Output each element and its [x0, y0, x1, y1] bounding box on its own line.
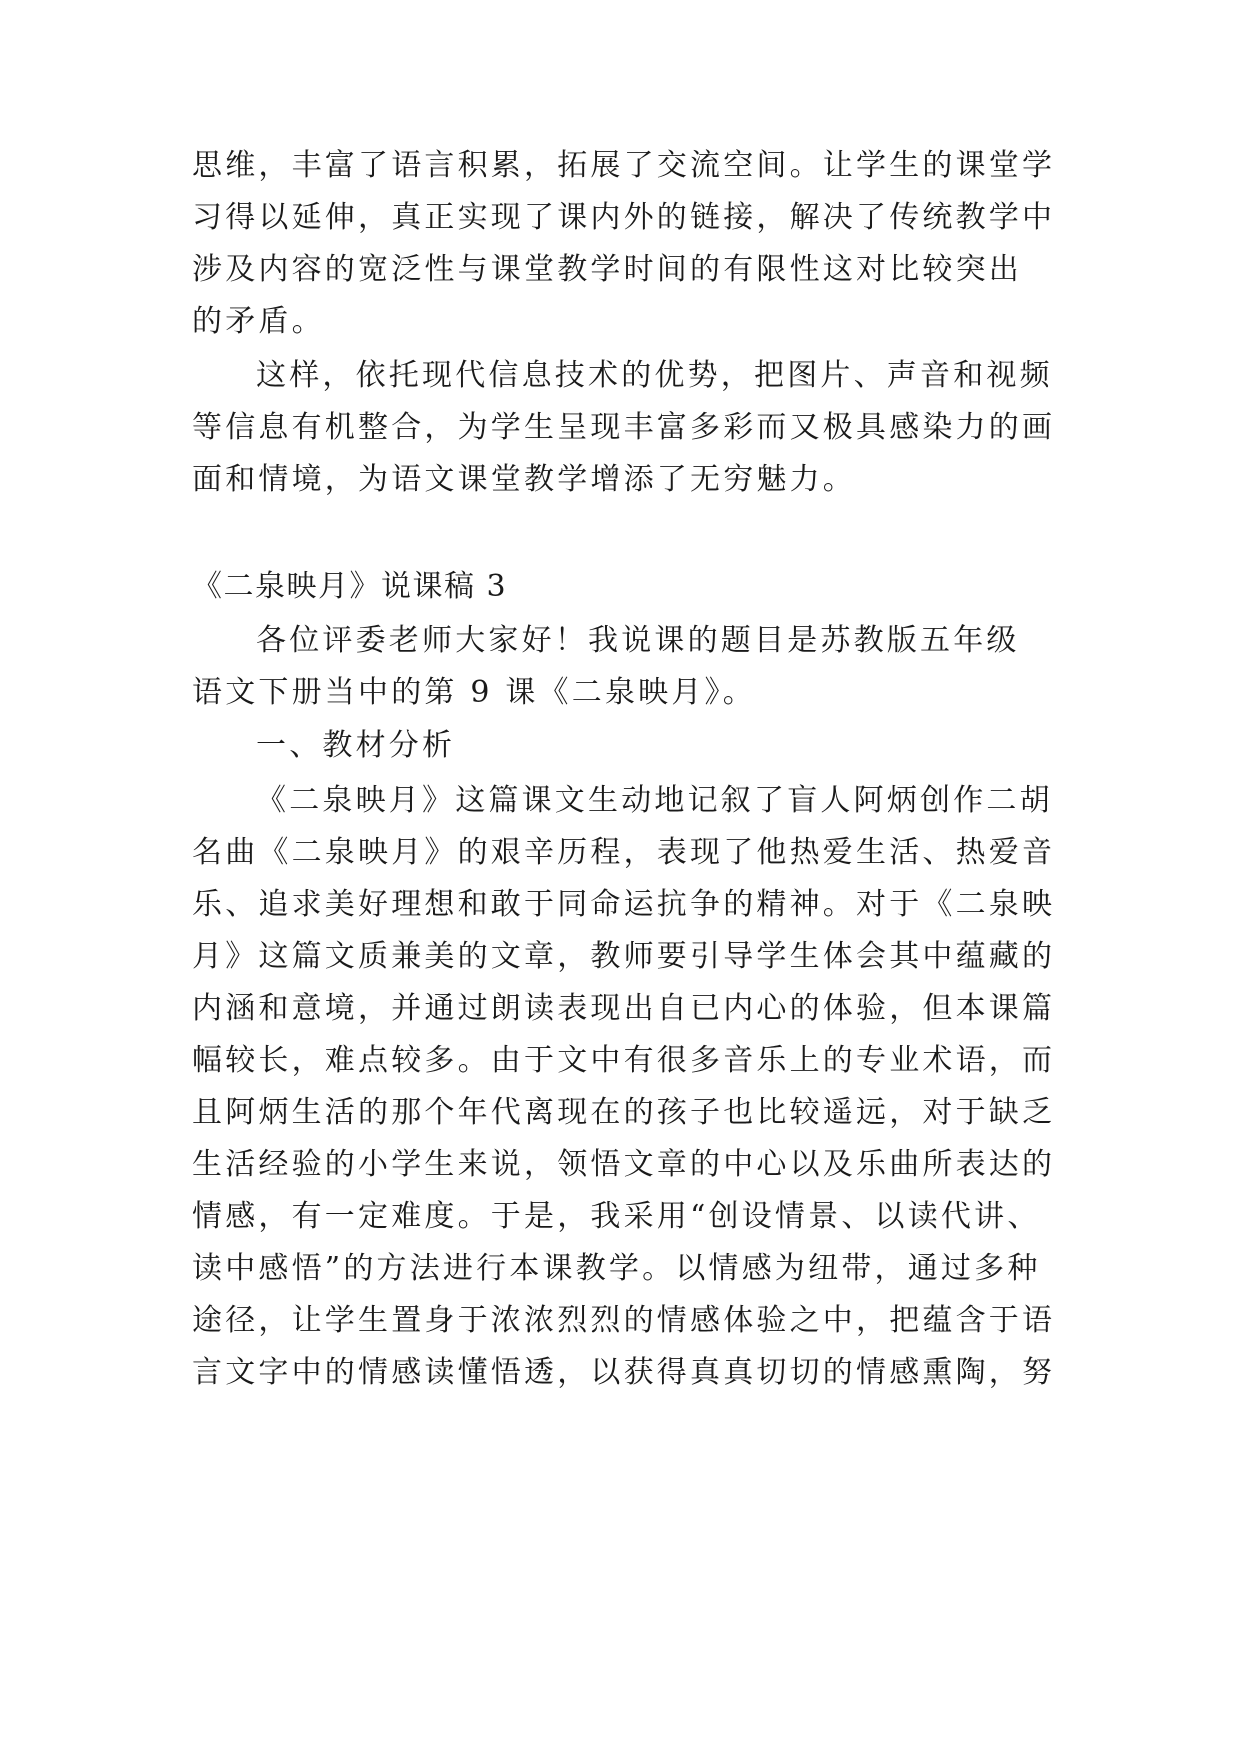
- intro-line-1: 各位评委老师大家好！我说课的题目是苏教版五年级: [256, 623, 1020, 658]
- analysis-line-11: 途径，让学生置身于浓浓烈烈的情感体验之中，把蕴含于语: [192, 1303, 1056, 1338]
- intro-line-2: 语文下册当中的第 9 课《二泉映月》。: [192, 675, 756, 710]
- analysis-line-10: 读中感悟”的方法进行本课教学。以情感为纽带，通过多种: [192, 1251, 1041, 1286]
- analysis-line-4: 月》这篇文质兼美的文章，教师要引导学生体会其中蕴藏的: [192, 939, 1056, 974]
- analysis-line-3: 乐、追求美好理想和敢于同命运抗争的精神。对于《二泉映: [192, 887, 1056, 922]
- heading-textbook-analysis: 一、教材分析: [256, 728, 456, 763]
- continuation-line-4: 的矛盾。: [192, 304, 325, 339]
- continuation-line-3: 涉及内容的宽泛性与课堂教学时间的有限性这对比较突出: [192, 252, 1022, 287]
- analysis-line-9: 情感，有一定难度。于是，我采用“创设情景、以读代讲、: [192, 1199, 1041, 1234]
- summary-line-2: 等信息有机整合，为学生呈现丰富多彩而又极具感染力的画: [192, 410, 1056, 445]
- summary-line-1: 这样，依托现代信息技术的优势，把图片、声音和视频: [256, 358, 1053, 393]
- analysis-line-6: 幅较长，难点较多。由于文中有很多音乐上的专业术语，而: [192, 1043, 1056, 1078]
- analysis-line-2: 名曲《二泉映月》的艰辛历程，表现了他热爱生活、热爱音: [192, 835, 1056, 870]
- continuation-line-1: 思维，丰富了语言积累，拓展了交流空间。让学生的课堂学: [192, 148, 1056, 183]
- analysis-line-8: 生活经验的小学生来说，领悟文章的中心以及乐曲所表达的: [192, 1147, 1056, 1182]
- analysis-line-5: 内涵和意境，并通过朗读表现出自已内心的体验，但本课篇: [192, 991, 1056, 1026]
- analysis-line-7: 且阿炳生活的那个年代离现在的孩子也比较遥远，对于缺乏: [192, 1095, 1056, 1130]
- continuation-line-2: 习得以延伸，真正实现了课内外的链接，解决了传统教学中: [192, 200, 1056, 235]
- section-title: 《二泉映月》说课稿 3: [192, 569, 508, 604]
- analysis-line-1: 《二泉映月》这篇课文生动地记叙了盲人阿炳创作二胡: [256, 783, 1053, 818]
- analysis-line-12: 言文字中的情感读懂悟透，以获得真真切切的情感熏陶，努: [192, 1355, 1056, 1390]
- summary-line-3: 面和情境，为语文课堂教学增添了无穷魅力。: [192, 462, 856, 497]
